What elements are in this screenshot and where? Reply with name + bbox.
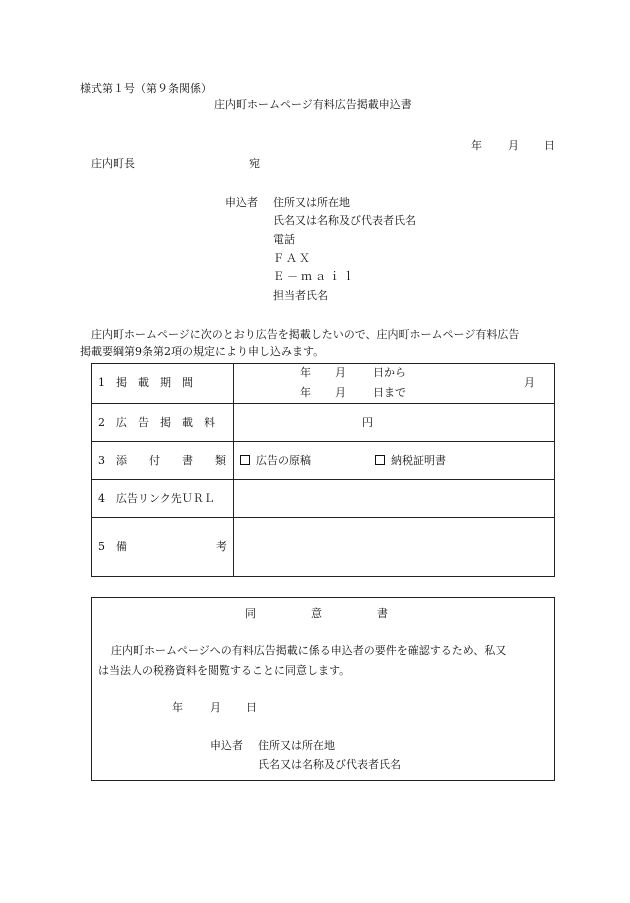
addressee-honorific: 宛 bbox=[249, 157, 260, 170]
fee-label: 2 広 告 掲 載 料 bbox=[98, 416, 215, 429]
period-to-month: 月 bbox=[335, 386, 346, 399]
table-row-link-url bbox=[92, 480, 554, 518]
applicant-fax-field: ＦＡＸ bbox=[273, 252, 312, 265]
period-from-year: 年 bbox=[300, 366, 311, 379]
consent-title: 同 意 書 bbox=[245, 607, 388, 620]
consent-applicant-label: 申込者 bbox=[210, 739, 243, 752]
date-day-label: 日 bbox=[544, 139, 555, 152]
period-from-day: 日から bbox=[373, 366, 406, 379]
date-year-label: 年 bbox=[471, 139, 482, 152]
form-number: 様式第１号（第９条関係） bbox=[80, 82, 212, 95]
remarks-label-end: 考 bbox=[216, 540, 227, 553]
fee-unit: 円 bbox=[362, 416, 373, 429]
applicant-phone-field: 電話 bbox=[273, 233, 295, 246]
consent-body-line-2: は当法人の税務資料を閲覧することに同意します。 bbox=[98, 664, 351, 677]
period-to-day: 日まで bbox=[373, 386, 406, 399]
manuscript-checkbox[interactable] bbox=[240, 455, 250, 465]
applicant-email-field: Ｅ－ｍａｉｌ bbox=[273, 270, 357, 283]
consent-date-day: 日 bbox=[246, 701, 257, 714]
applicant-contact-person-field: 担当者氏名 bbox=[273, 289, 328, 302]
date-month-label: 月 bbox=[508, 139, 519, 152]
link-url-label: 4 広告リンク先ＵＲＬ bbox=[98, 492, 215, 505]
consent-name-field: 氏名又は名称及び代表者氏名 bbox=[258, 758, 401, 771]
table-row-remarks bbox=[92, 518, 554, 576]
attachments-label: 3 添 付 書 類 bbox=[98, 454, 226, 467]
applicant-label: 申込者 bbox=[225, 196, 258, 209]
remarks-label-start: 5 備 bbox=[98, 540, 127, 553]
intro-line-1: 庄内町ホームページに次のとおり広告を掲載したいので、庄内町ホームページ有料広告 bbox=[91, 328, 520, 341]
tax-certificate-option-label: 納税証明書 bbox=[391, 454, 446, 467]
attachment-option-manuscript[interactable] bbox=[240, 454, 311, 468]
applicant-name-field: 氏名又は名称及び代表者氏名 bbox=[273, 214, 416, 227]
tax-certificate-checkbox[interactable] bbox=[375, 455, 385, 465]
consent-date-month: 月 bbox=[210, 701, 221, 714]
intro-line-2: 掲載要綱第9条第2項の規定により申し込みます。 bbox=[80, 345, 325, 358]
consent-address-field: 住所又は所在地 bbox=[258, 739, 335, 752]
period-duration-unit: 月 bbox=[524, 376, 535, 389]
attachment-option-tax-certificate[interactable] bbox=[375, 454, 446, 468]
manuscript-option-label: 広告の原稿 bbox=[256, 454, 311, 467]
period-to-year: 年 bbox=[300, 386, 311, 399]
consent-date-year: 年 bbox=[172, 701, 183, 714]
consent-body-line-1: 庄内町ホームページへの有料広告掲載に係る申込者の要件を確認するため、私又 bbox=[111, 644, 507, 657]
table-row-attachments bbox=[92, 442, 554, 480]
period-from-month: 月 bbox=[335, 366, 346, 379]
table-row-period bbox=[92, 364, 554, 404]
applicant-address-field: 住所又は所在地 bbox=[273, 196, 350, 209]
addressee-name: 庄内町長 bbox=[91, 157, 135, 170]
document-title: 庄内町ホームページ有料広告掲載申込書 bbox=[214, 98, 412, 111]
application-table bbox=[91, 363, 555, 577]
table-row-fee bbox=[92, 404, 554, 442]
consent-form-box bbox=[91, 597, 555, 781]
period-label: 1 掲 載 期 間 bbox=[98, 376, 193, 389]
